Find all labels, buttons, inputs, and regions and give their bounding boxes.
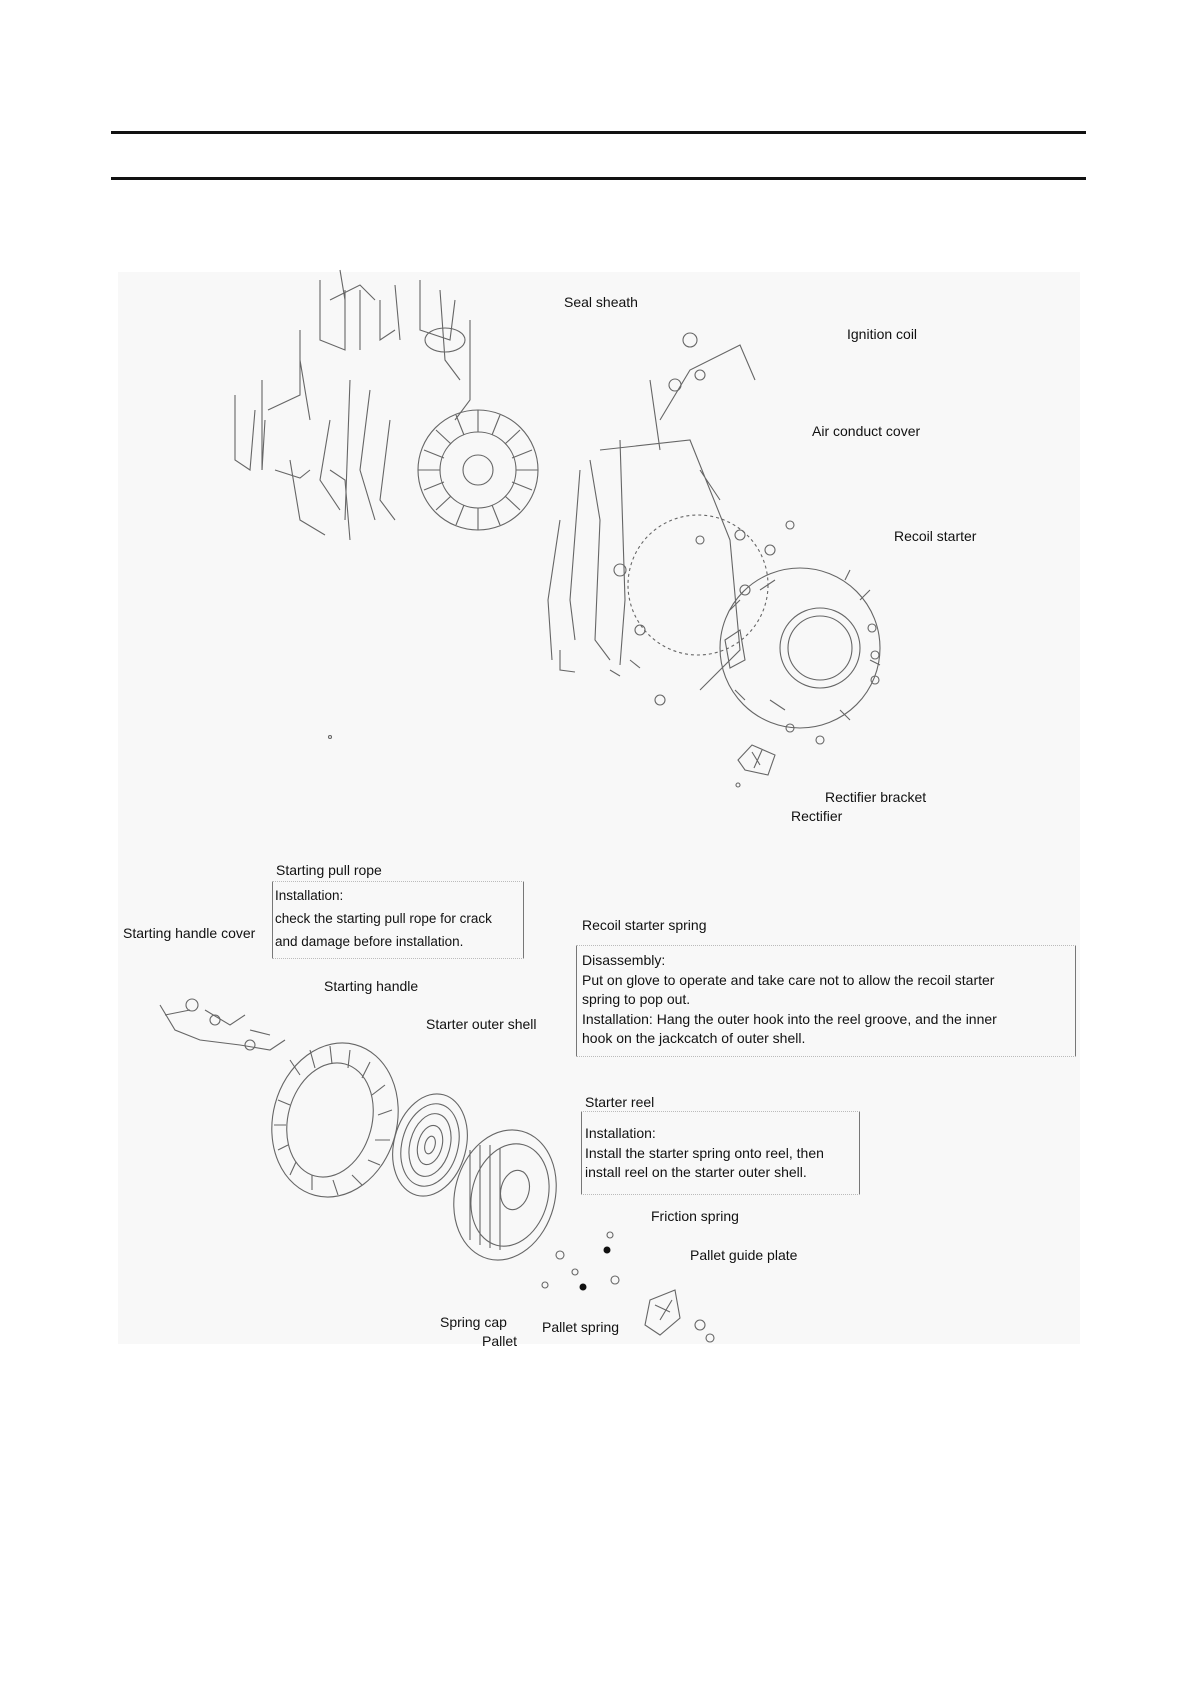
starter-outer-shell-drawing bbox=[255, 1029, 415, 1212]
note-recoil-spring-line3: spring to pop out. bbox=[582, 991, 691, 1007]
label-pallet-guide-plate: Pallet guide plate bbox=[690, 1247, 798, 1263]
label-starting-handle-cover: Starting handle cover bbox=[123, 925, 256, 941]
air-conduct-cover-drawing bbox=[548, 333, 768, 705]
note-starter-reel-line3: install reel on the starter outer shell. bbox=[585, 1164, 807, 1180]
recoil-spring-drawing bbox=[382, 1085, 478, 1204]
rectifier-drawing bbox=[736, 724, 824, 787]
note-pull-rope bbox=[272, 881, 524, 959]
label-starting-handle: Starting handle bbox=[324, 978, 419, 994]
recoil-starter-drawing bbox=[720, 521, 880, 728]
note-starter-reel bbox=[581, 1111, 860, 1195]
label-recoil-starter: Recoil starter bbox=[894, 528, 977, 544]
note-recoil-spring-line1: Disassembly: bbox=[582, 952, 666, 968]
starting-handle-drawing bbox=[160, 999, 285, 1050]
note-starter-reel-line1: Installation: bbox=[585, 1125, 656, 1141]
label-pallet: Pallet bbox=[482, 1333, 518, 1349]
note-pull-rope-line2: check the starting pull rope for crack bbox=[275, 911, 492, 926]
engine-block-drawing bbox=[235, 270, 538, 540]
label-rectifier: Rectifier bbox=[791, 808, 843, 824]
label-spring-cap: Spring cap bbox=[440, 1314, 507, 1330]
label-recoil-starter-spring: Recoil starter spring bbox=[582, 917, 707, 933]
label-starter-outer-shell: Starter outer shell bbox=[426, 1016, 537, 1032]
label-ignition-coil: Ignition coil bbox=[847, 326, 918, 342]
label-rectifier-bracket: Rectifier bracket bbox=[825, 789, 927, 805]
label-pallet-spring: Pallet spring bbox=[542, 1319, 620, 1335]
label-friction-spring: Friction spring bbox=[651, 1208, 739, 1224]
label-air-conduct-cover: Air conduct cover bbox=[812, 423, 921, 439]
note-recoil-spring-line4: Installation: Hang the outer hook into the reel groove, and the inner bbox=[582, 1010, 997, 1027]
label-starting-pull-rope: Starting pull rope bbox=[276, 862, 382, 878]
note-pull-rope-line1: Installation: bbox=[275, 888, 344, 903]
label-seal-sheath: Seal sheath bbox=[564, 294, 638, 310]
note-pull-rope-line3: and damage before installation. bbox=[275, 934, 464, 949]
note-starter-reel-line2: Install the starter spring onto reel, then bbox=[585, 1144, 824, 1161]
note-recoil-spring bbox=[576, 945, 1076, 1057]
label-starter-reel: Starter reel bbox=[585, 1094, 655, 1110]
note-recoil-spring-line5: hook on the jackcatch of outer shell. bbox=[582, 1030, 806, 1046]
note-recoil-spring-line2: Put on glove to operate and take care not to allow the recoil starter bbox=[582, 971, 995, 988]
